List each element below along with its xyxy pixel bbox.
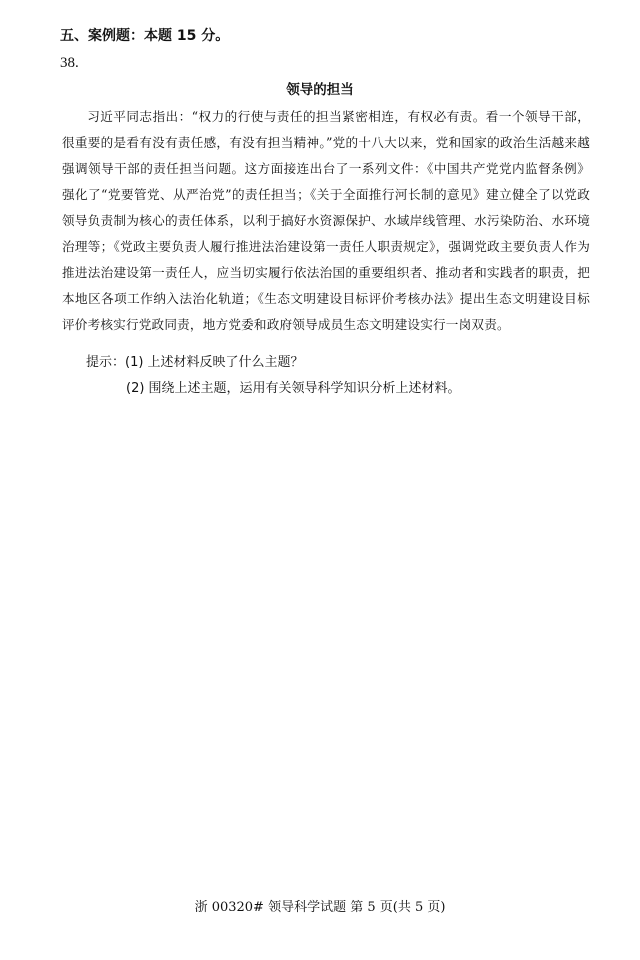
hint-line-1: 提示：(1) 上述材料反映了什么主题？ [86,355,304,370]
hint-line-2: (2) 围绕上述主题，运用有关领导科学知识分析上述材料。 [126,381,461,396]
hints-block [60,350,600,402]
case-material-paragraph: 习近平同志指出：“权力的行使与责任的担当紧密相连，有权必有责。看一个领导干部，很重要的是看有没有责任感，有没有担当精神。”党的十八大以来，党和国家的政治生活越来越强调领导干部的责任担当问题。这方面接连出台了一系列文件：《中国共产党党内监督条例》强化了“党要管党、从严治党”的责任担当；《关于全面推行河长制的意见》建立健全了以党政领导负责制为核心的责任体系，以利于搞好水资源保护、水域岸线管理、水污染防治、水环境治理等；《党政主要负责人履行推进法治建设第一责任人职责规定》，强调党政主要负责人作为推进法治建设第一责任人，应当切实履行依法治国的重要组织者、推动者和实践者的职责，把本地区各项工作纳入法治化轨道；《生态文明建设目标评价考核办法》提出生态文明建设目标评价考核实行党政同责，地方党委和政府领导成员生态文明建设实行一岗双责。 [62,109,590,332]
case-title: 领导的担当 [286,82,354,98]
page-footer: 浙 00320# 领导科学试题 第 5 页(共 5 页) [194,900,446,915]
section-heading: 五、案例题：本题 15 分。 [60,28,230,44]
question-number: 38. [60,55,79,71]
